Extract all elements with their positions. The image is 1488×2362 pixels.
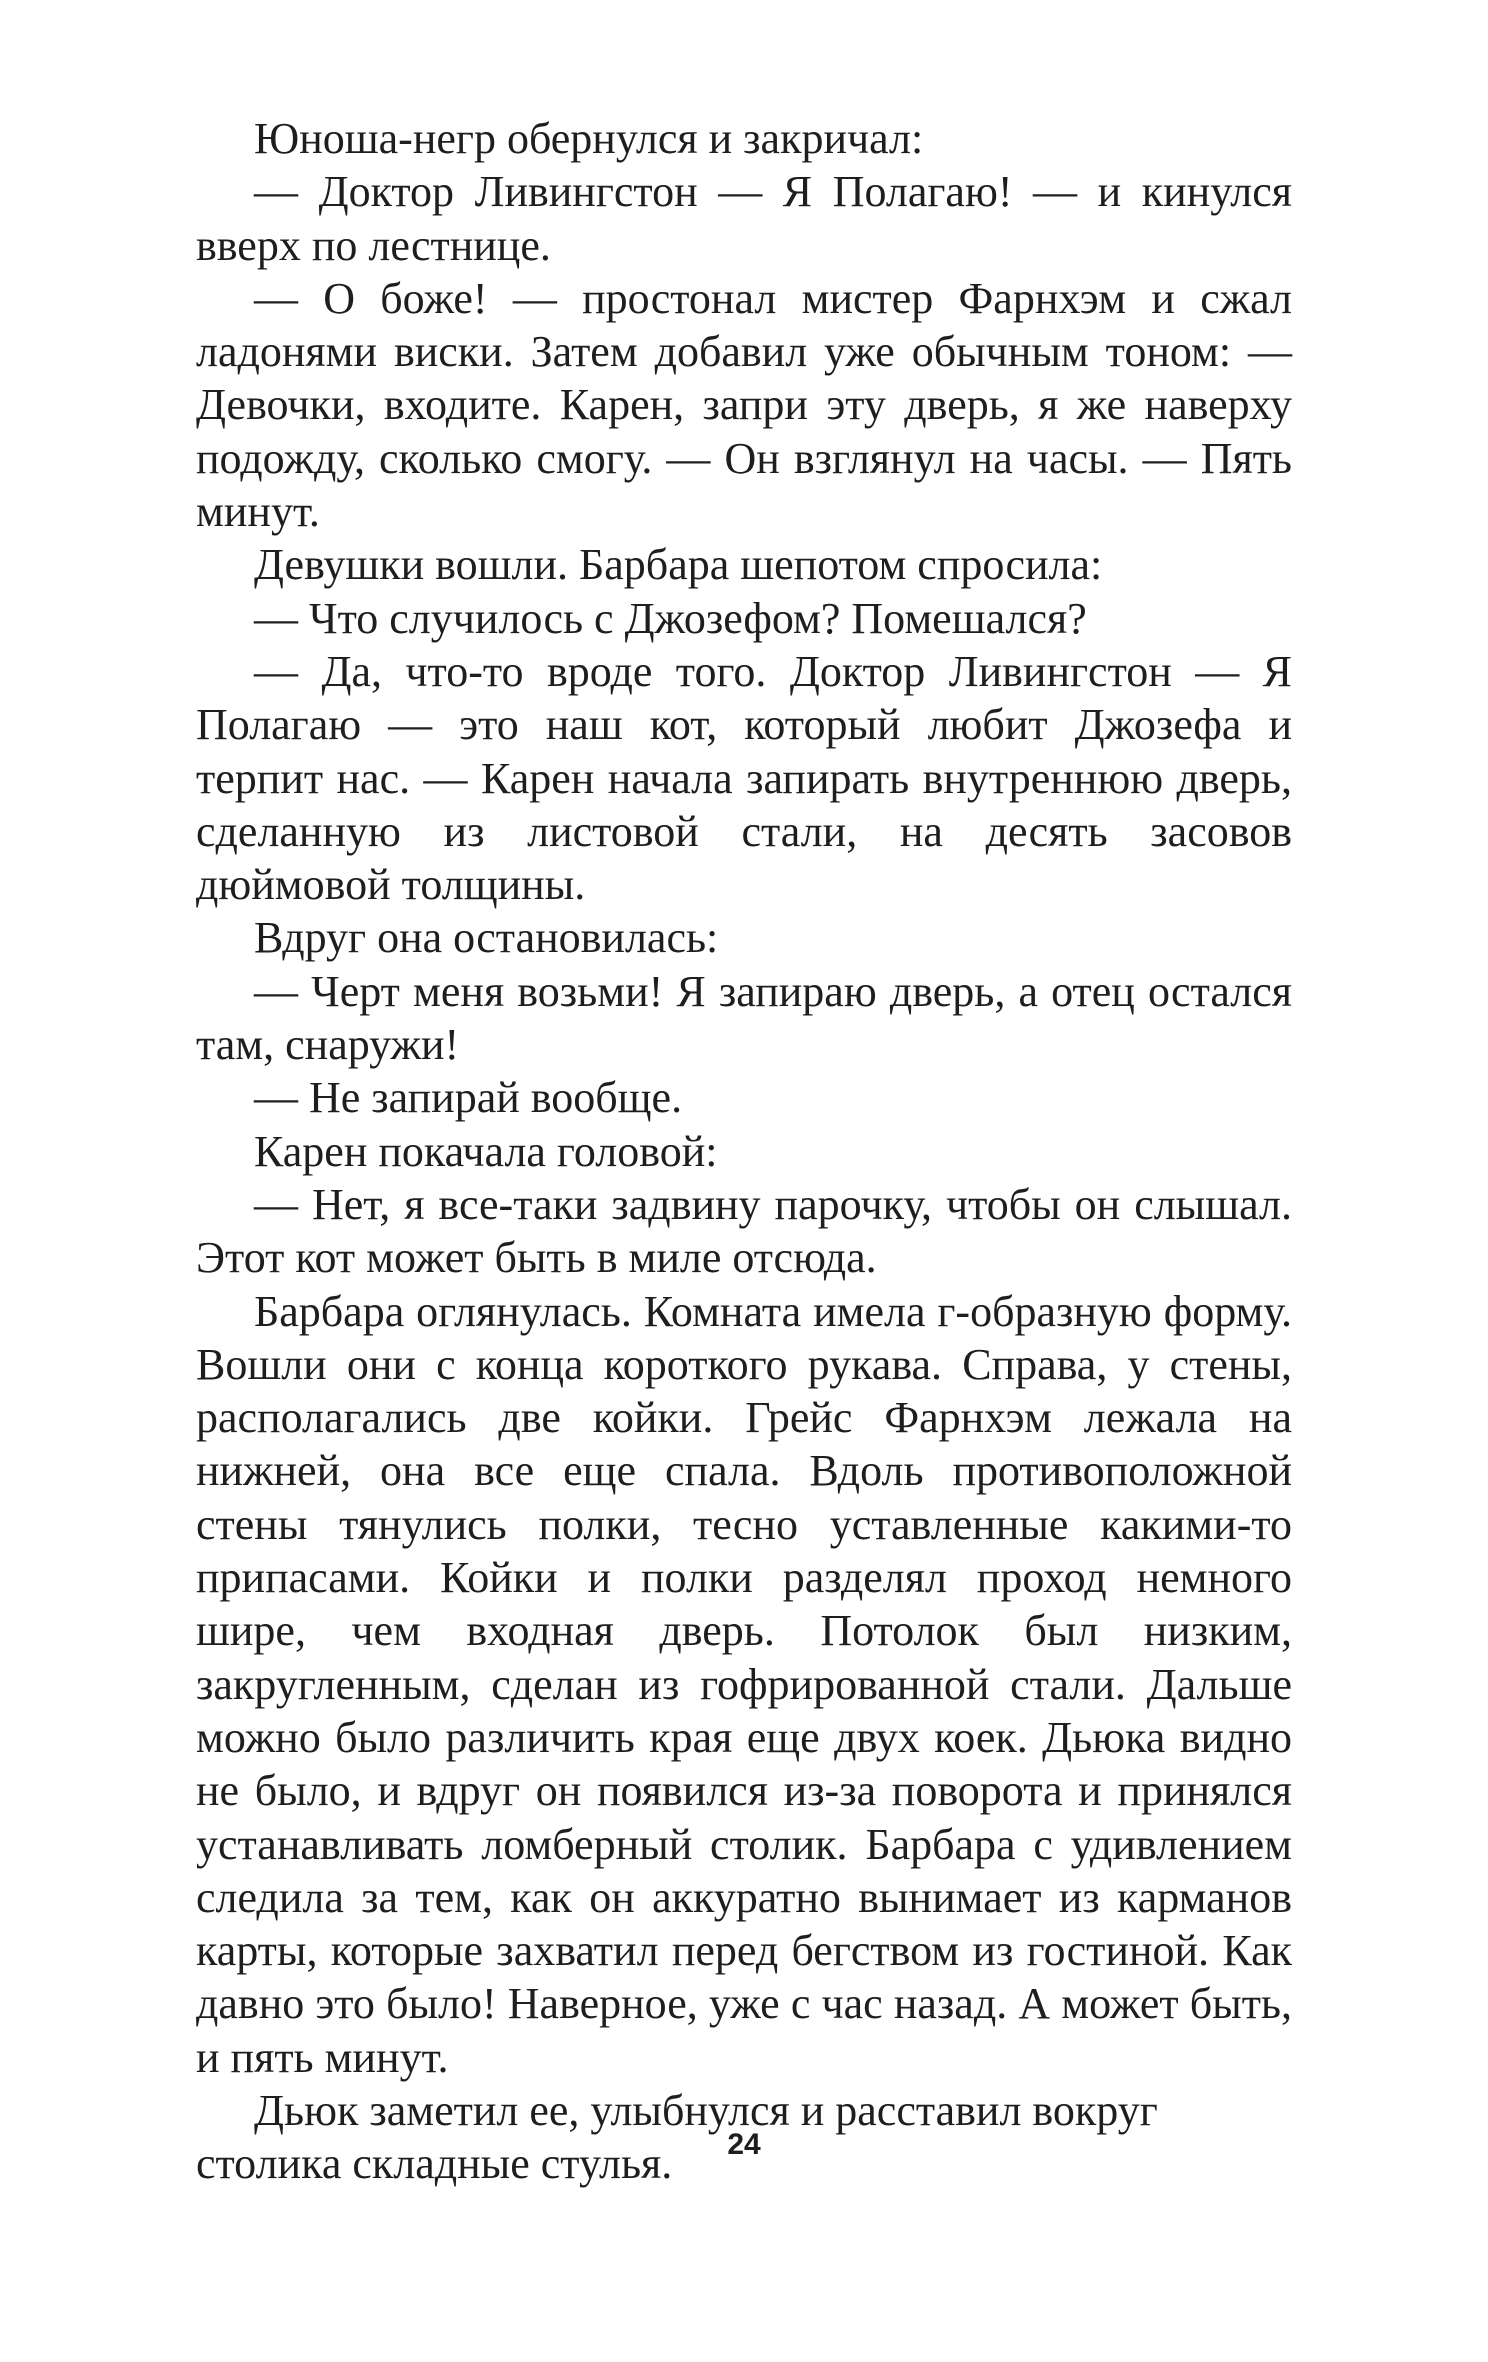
paragraph-11: — Нет, я все-таки задвину парочку, чтобы он слышал. Этот кот может быть в миле отсюда. xyxy=(196,1179,1292,1283)
page-number: 24 xyxy=(727,2128,761,2161)
page-body xyxy=(196,112,1292,2191)
paragraph-3: — О боже! — простонал мистер Фарнхэм и сжал ладонями виски. Затем добавил уже обычным тоном: — Девочки, входите. Карен, запри эту дверь, я же наверху подожду, сколько смогу. — Он взглянул на часы. — Пять минут. xyxy=(196,273,1292,537)
paragraph-6: — Да, что-то вроде того. Доктор Ливингстон — Я Полагаю — это наш кот, который любит Джозефа и терпит нас. — Карен начала запирать внутреннюю дверь, сделанную из листовой стали, на десять засовов дюймовой толщины. xyxy=(196,646,1292,910)
paragraph-10: Карен покачала головой: xyxy=(254,1126,718,1176)
paragraph-2: — Доктор Ливингстон — Я Полагаю! — и кинулся вверх по лестнице. xyxy=(196,167,1292,270)
paragraph-1: Юноша-негр обернулся и закричал: xyxy=(254,114,924,163)
paragraph-8: — Черт меня возьми! Я запираю дверь, а отец остался там, снаружи! xyxy=(196,966,1292,1070)
paragraph-9: — Не запирай вообще. xyxy=(254,1073,683,1123)
paragraph-12: Барбара оглянулась. Комната имела г-образную форму. Вошли они с конца короткого рукава. Справа, у стены, располагались две койки. Грейс Фарнхэм лежала на нижней, она все еще спала. Вдоль противоположной стены тянулись полки, тесно уставленные какими-то припасами. Койки и полки разделял проход немного шире, чем входная дверь. Потолок был низким, закругленным, сделан из гофрированной стали. Дальше можно было различить края еще двух коек. Дьюка видно не было, и вдруг он появился из-за поворота и принялся устанавливать ломберный столик. Барбара с удивлением следила за тем, как он аккуратно вынимает из карманов карты, которые захватил перед бегством из гостиной. Как давно это было! Наверное, уже с час назад. А может быть, и пять минут. xyxy=(196,1286,1292,2082)
paragraph-13: Дьюк заметил ее, улыбнулся и расставил вокруг столика складные стулья. xyxy=(196,2085,1158,2189)
paragraph-5: — Что случилось с Джозефом? Помешался? xyxy=(254,593,1087,643)
paragraph-7: Вдруг она остановилась: xyxy=(254,913,719,963)
paragraph-4: Девушки вошли. Барбара шепотом спросила: xyxy=(254,540,1103,590)
